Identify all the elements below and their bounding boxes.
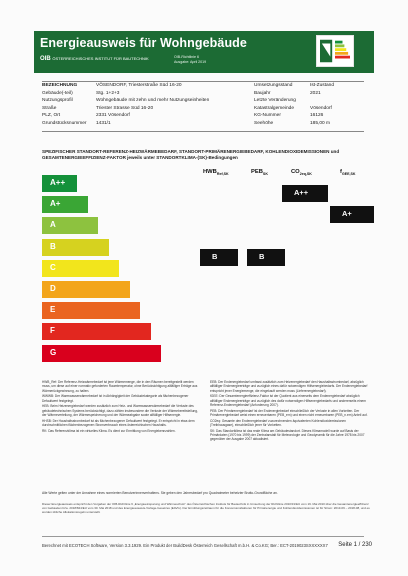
info-key: KG-Nummer bbox=[254, 113, 281, 119]
scale-bar bbox=[42, 345, 161, 362]
peb-label: PEB bbox=[251, 169, 263, 175]
info-top-rule bbox=[42, 81, 364, 82]
hwb-sub: Ref,SK bbox=[216, 172, 229, 177]
scale-class-label: F bbox=[50, 326, 55, 336]
footnote: CO2eq: Gesamte den Endenergiebedarf zuzurechnenden äquivalenten Kohlendioxidemissionen (Treibhausgase), einschließlich jener für Vorketten. bbox=[210, 418, 346, 427]
footnote: HEB: Beim Heizenergiebedarf werden zusätzlich zum Heiz- und Warmwasserwärmebedarf die Verluste des gebäudetechnischen Systems berücksichtigt, dazu zählen insbesondere die Verluste der Wärmebereitstellung, der Wärmeverteilung, der Wärmespeicherung und der Wärmeabgabe sowie allfälliger Hilfsenergie. bbox=[42, 404, 198, 417]
indicator-hwb bbox=[200, 249, 238, 266]
info-row bbox=[42, 106, 372, 113]
scale-bar bbox=[42, 302, 140, 319]
fgee-label: f bbox=[340, 169, 342, 175]
document-title: Energieausweis für Wohngebäude bbox=[40, 36, 247, 50]
footnote: HHSB: Der Haushaltsstrombedarf ist als flächenbezogener Defaultwert festgelegt. Er entspricht in etwa dem durchschnittlichen flächenbezogenen Stromverbrauch eines österreichischen Haushalts. bbox=[42, 418, 195, 427]
scale-bar bbox=[42, 217, 98, 234]
scale-class-label: G bbox=[50, 347, 57, 357]
column-co2 bbox=[291, 169, 312, 176]
scale-bar bbox=[42, 175, 77, 192]
co2-sub: 2eq,SK bbox=[299, 172, 312, 177]
info-value: Wohngebäude mit zehn und mehr Nutzungseinheiten bbox=[96, 98, 210, 104]
scale-class-label: A+ bbox=[50, 199, 61, 209]
info-value: 16126 bbox=[310, 113, 324, 119]
indicator-label: A+ bbox=[342, 209, 352, 219]
info-key: Straße bbox=[42, 105, 57, 111]
info-key: Baujahr bbox=[254, 90, 271, 96]
indicator-co2 bbox=[282, 185, 328, 202]
scale-class-label: E bbox=[50, 305, 56, 315]
scale-class-label: D bbox=[50, 284, 56, 293]
footnote: EEB: Der Endenergiebedarf umfasst zusätzlich zum Heizenergiebedarf den Haushaltsstrombedarf, abzüglich allfälliger Endenergieerträge und zuzüglich eines dafür notwendigen Hilfsenergiebedarfs. Der Endenergiebedarf entspricht jener Energiemenge, die eingekauft werden muss (Lieferenergiebedarf). bbox=[210, 380, 368, 393]
info-row bbox=[42, 113, 372, 120]
scale-bar bbox=[42, 260, 119, 277]
scale-bar bbox=[42, 281, 130, 298]
page-number: Seite 1 / 230 bbox=[338, 542, 372, 548]
info-key: Letzte Veränderung bbox=[254, 98, 296, 104]
footnote: HWB_Ref: Der Referenz-Heizwärmebedarf ist jene Wärmemenge, die in den Räumen bereitgestellt werden muss, um diese auf einer normativ geforderten Raumtemperatur, ohne Berücksichtigung allfälliger Erträge aus Wärmerückgewinnung, zu halten. bbox=[42, 380, 198, 393]
info-key: Grundstücksnummer bbox=[42, 121, 87, 126]
info-value: Vösendorf bbox=[310, 105, 332, 111]
info-key: Katastralgemeinde bbox=[254, 105, 294, 111]
legal-note: Dieser Energieausweis entspricht den Vorgaben der OIB-Richtlinie 6 „Energieeinsparung und Wärmeschutz“ des Österreichischen Instituts für Bautechnik in Umsetzung der Richtlinie 2010/31/EU vom 19. Mai 2010 über die Gesamtenergieeffizienz von Gebäuden bzw. 2018/844/EU vom 30. Mai 2018 und des Energieausweis-Vorlage-Gesetzes (EAVG). Der Ermittlungszeitraum für die Konversionsfaktoren für Primärenergie und Kohlendioxidemissionen ist für Strom: 2013-09 – 2018-08, und es wurden übliche Allokationsregeln unterstellt. bbox=[42, 502, 370, 515]
oib-label bbox=[40, 56, 149, 62]
info-bottom-rule bbox=[42, 131, 364, 132]
info-value: VÖSENDORF, Triesterstraße Süd 16-20 bbox=[96, 83, 182, 88]
scale-bar bbox=[42, 239, 109, 256]
scale-class-label: A++ bbox=[50, 178, 66, 187]
info-value: Ist-Zustand bbox=[310, 83, 334, 88]
peb-sub: SK bbox=[262, 172, 268, 177]
info-value: Triester Strasse Süd 16-20 bbox=[96, 105, 154, 111]
oib-mark: OIB bbox=[40, 56, 51, 62]
footnote: PEB: Der Primärenergiebedarf ist der Endenergiebedarf einschließlich der Verluste in allen Vorketten. Der Primärenergiebedarf weist einen erneuerbaren (PEB_ern) und einen nicht erneuerbaren (PEB_n.ern) Anteil auf. bbox=[210, 408, 368, 417]
info-key: Nutzungsprofil bbox=[42, 98, 73, 104]
oib-subtitle: ÖSTERREICHISCHES INSTITUT FÜR BAUTECHNIK bbox=[52, 56, 149, 61]
info-value: Stg. 1+2+3 bbox=[96, 90, 120, 96]
indicator-label: B bbox=[212, 251, 218, 261]
indicator-label: B bbox=[259, 251, 265, 261]
scale-bar bbox=[42, 196, 88, 213]
energy-label-logo-icon bbox=[316, 35, 354, 67]
scale-bar bbox=[42, 323, 151, 340]
indicator-fgee bbox=[330, 206, 374, 223]
fgee-sub: GEE,SK bbox=[341, 172, 356, 177]
footnote: SK: Das Standortklima ist das reale Klima am Gebäudestandort. Dieses Klimamodell wurde auf Basis der Primärdaten (1970 bis 1999) der Zentralanstalt für Meteorologie und Geodynamik für die Jahre 1978 bis 2007 gegenüber der Ausgabe 2007 aktualisiert. bbox=[210, 428, 365, 442]
footnote: fGEE: Der Gesamtenergieeffizienz-Faktor ist der Quotient aus einerseits dem Endenergiebedarf abzüglich allfälliger Endenergieerträge und zuzüglich des dafür notwendigen Hilfsenergiebedarfs und andererseits einem Referenz-Endenergiebedarf (Anforderung 2007). bbox=[210, 394, 366, 407]
scale-class-label: B bbox=[50, 241, 56, 251]
info-value: 185,00 m bbox=[310, 121, 331, 126]
indicator-label: A++ bbox=[294, 188, 309, 197]
info-row bbox=[42, 83, 372, 90]
indicator-peb bbox=[247, 249, 285, 266]
guideline-line-1: OIB-Richtlinie 6 bbox=[174, 55, 199, 59]
column-fgee bbox=[340, 169, 356, 176]
footer bbox=[42, 543, 372, 551]
values-note: Alle Werte gelten unter der Annahme eines normierten Benutzerinnenverhaltens. Sie geben den Jahresbedarf pro Quadratmeter beheizter Brutto-Grundfläche an. bbox=[42, 491, 278, 495]
software-credit: Berechnet mit ECOTECH Software, Version 3.3.1929. Ein Produkt der BuildDesk Österreich Gesellschaft m.b.H. & Co.KG; Ber.: ECT-2019023SXXXXXX7 bbox=[42, 543, 328, 548]
info-value: 1431/1 bbox=[96, 121, 111, 126]
footnotes-right bbox=[210, 380, 370, 443]
footnote: WWWB: Der Warmwasserwärmebedarf ist in Abhängigkeit der Gebäudekategorie als flächenbezogener Defaultwert festgelegt. bbox=[42, 394, 189, 403]
info-key: Seehöhe bbox=[254, 121, 274, 126]
info-row bbox=[42, 91, 372, 98]
info-row bbox=[42, 121, 372, 128]
scale-class-label: A bbox=[50, 220, 56, 230]
hwb-label: HWB bbox=[203, 169, 217, 175]
guideline-line-2: Ausgabe: April 2019 bbox=[174, 59, 207, 64]
footer-rule bbox=[42, 536, 364, 537]
info-key: PLZ, Ort bbox=[42, 113, 61, 119]
footnote: RK: Das Referenzklima ist ein virtuelles Klima. Es dient zur Ermittlung von Energiekennzahlen. bbox=[42, 428, 176, 433]
scale-class-label: C bbox=[50, 262, 56, 272]
info-key: BEZEICHNUNG bbox=[42, 83, 78, 88]
info-row bbox=[42, 98, 372, 105]
info-key: Gebäude(-teil) bbox=[42, 90, 73, 96]
co2-label: CO bbox=[291, 169, 300, 175]
specific-demand-heading: SPEZIFISCHER STANDORT-REFERENZ-HEIZWÄRMEBEDARF, STANDORT-PRIMÄRENERGIEBEDARF, KOHLENDIOXIDEMISSIONEN und GESAMTENERGIEEFFIZIENZ-FAKTOR jeweils unter STANDORTKLIMA-(SK)-Bedingungen bbox=[42, 149, 340, 160]
info-value: 2021 bbox=[310, 90, 321, 96]
footnotes-left bbox=[42, 380, 202, 434]
column-hwb bbox=[203, 169, 229, 176]
guideline-meta bbox=[174, 55, 206, 64]
info-value: 2331 Vösendorf bbox=[96, 113, 130, 119]
column-peb bbox=[251, 169, 268, 176]
info-key: Umsetzungsstand bbox=[254, 83, 293, 88]
